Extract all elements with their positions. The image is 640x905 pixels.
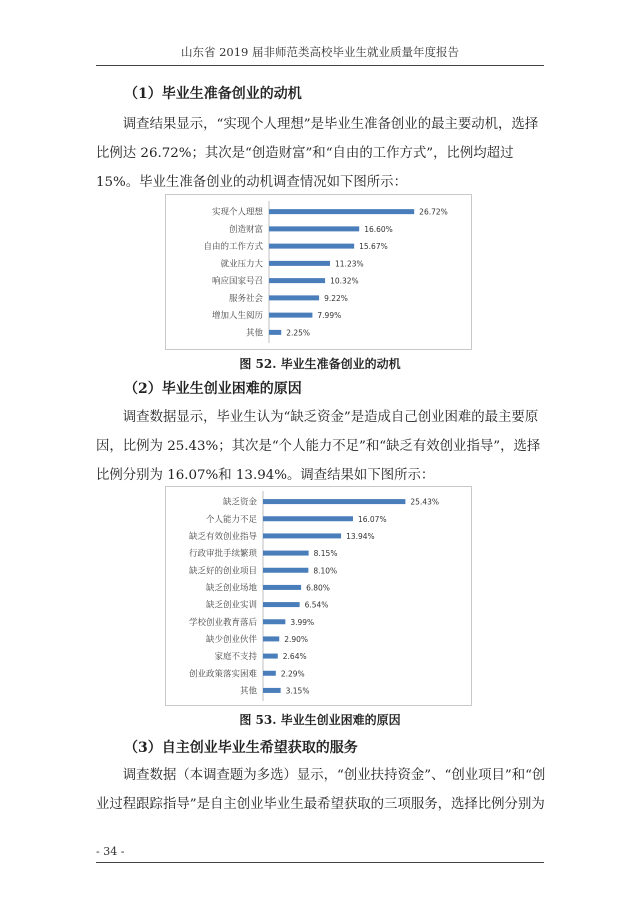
bar [263,516,353,521]
bar [263,499,405,504]
section-heading-3: （3）自主创业毕业生希望获取的服务 [124,740,358,756]
data-label: 25.43% [410,497,440,507]
data-label: 6.54% [304,600,329,610]
bar [263,602,300,607]
data-label: 13.94% [346,531,375,541]
bar [263,636,279,641]
bar [269,261,330,266]
category-label: 家庭不支持 [214,652,257,663]
bar [263,585,301,590]
data-label: 3.99% [290,617,315,627]
category-label: 其他 [245,328,263,339]
data-label: 2.29% [280,669,305,679]
category-label: 缺乏好的创业项目 [188,566,257,577]
bar [269,209,414,214]
data-label: 11.23% [335,259,364,269]
footer-divider [96,862,544,863]
bar [269,278,325,283]
bar [263,654,278,659]
section-heading-2: （2）毕业生创业困难的原因 [124,381,302,397]
category-label: 缺乏资金 [222,497,257,508]
page-header-title: 山东省 2019 届非师范类高校毕业生就业质量年度报告 [180,45,460,59]
data-label: 15.67% [359,242,388,252]
category-label: 缺乏有效创业指导 [188,531,257,542]
figure-caption-52: 图 52. 毕业生准备创业的动机 [239,357,401,371]
chart-motivation [165,194,472,350]
category-label: 缺少创业伙伴 [205,634,257,645]
bar [269,244,354,249]
data-label: 2.64% [282,652,307,662]
category-label: 缺乏创业场地 [205,583,257,594]
data-label: 7.99% [317,311,342,321]
chart-svg [166,195,471,349]
category-label: 行政审批手续繁琐 [188,549,257,560]
data-label: 26.72% [419,207,448,217]
chart-svg [166,487,471,705]
section-paragraph-1 [96,110,548,197]
bar [263,533,341,538]
section-paragraph-2 [96,403,548,490]
category-label: 创造财富 [228,224,263,235]
paragraph-text: 调查数据显示，毕业生认为“缺乏资金”是造成自己创业困难的最主要原因，比例为 25.43%；其次是“个人能力不足”和“缺乏有效创业指导”，选择比例分别为 16.07%和 13.94%。调查结果如下图所示： [96,410,541,483]
category-label: 实现个人理想 [211,207,263,218]
category-label: 服务社会 [228,293,263,304]
data-label: 16.60% [364,224,393,234]
data-label: 8.10% [313,566,338,576]
chart-difficulties [165,486,472,706]
paragraph-text: 调查结果显示，“实现个人理想”是毕业生准备创业的最主要动机，选择比例达 26.72%；其次是“创造财富”和“自由的工作方式”，比例均超过 15%。毕业生准备创业的动机调查情况如下图所示： [96,117,539,190]
data-label: 3.15% [285,686,310,696]
category-label: 学校创业教育落后 [188,617,257,628]
section-heading-1: （1）毕业生准备创业的动机 [124,86,302,102]
data-label: 10.32% [330,276,359,286]
figure-caption-53: 图 53. 毕业生创业困难的原因 [239,713,401,727]
category-label: 增加人生阅历 [211,311,263,322]
bar [269,226,359,231]
bar [269,295,319,300]
bar [263,568,308,573]
section-paragraph-3 [96,761,548,819]
bar [269,330,281,335]
bar [263,551,309,556]
bar [263,671,276,676]
header-divider [96,65,544,66]
bar [269,313,312,318]
category-label: 自由的工作方式 [203,242,263,253]
category-label: 其他 [239,686,257,697]
data-label: 16.07% [357,514,387,524]
page-number: - 34 - [96,845,125,858]
category-label: 响应国家号召 [211,276,263,287]
category-label: 个人能力不足 [205,514,257,525]
data-label: 2.90% [284,634,309,644]
data-label: 6.80% [306,583,330,593]
category-label: 缺乏创业实训 [205,600,257,611]
data-label: 9.22% [324,293,348,303]
data-label: 8.15% [313,549,338,559]
bar [263,619,285,624]
category-label: 就业压力大 [220,259,263,270]
paragraph-text: 调查数据（本调查题为多选）显示，“创业扶持资金”、“创业项目”和“创业过程跟踪指导”是自主创业毕业生最希望获取的三项服务，选择比例分别为 [96,768,546,812]
category-label: 创业政策落实困难 [188,669,257,680]
data-label: 2.25% [286,328,311,338]
bar [263,688,281,693]
